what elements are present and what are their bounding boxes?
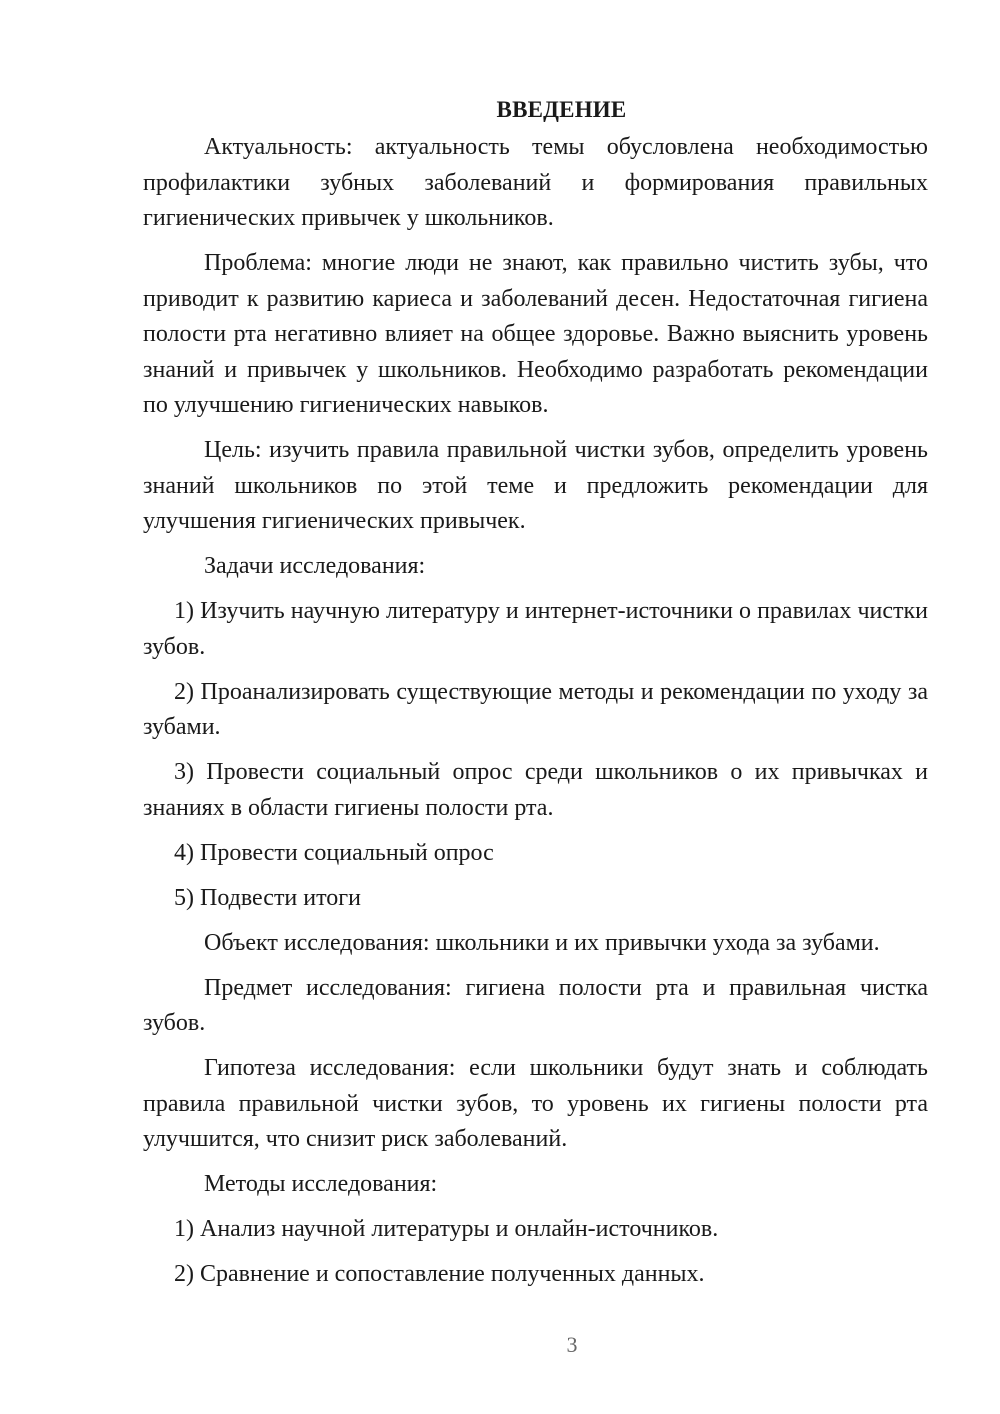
page-number: 3 [566, 1332, 578, 1357]
method-item: 2) Сравнение и сопоставление полученных данных. [174, 1261, 705, 1287]
section-title: ВВЕДЕНИЕ [496, 97, 627, 122]
task-item: 5) Подвести итоги [174, 884, 361, 911]
problem-paragraph: Проблема: многие люди не знают, как правильно чистить зубы, что приводит к развитию кариеса и заболеваний десен. Недостаточная гигиена полости рта негативно влияет на общее здоровье. Важно выяснить уровень знаний и привычек у школьников. Необходимо разработать рекомендации по улучшению гигиенических навыков. [143, 250, 928, 418]
task-item: 1) Изучить научную литературу и интернет-источники о правилах чистки зубов. [143, 598, 928, 660]
relevance-paragraph: Актуальность: актуальность темы обусловлена необходимостью профилактики зубных заболеваний и формирования правильных гигиенических привычек у школьников. [143, 134, 928, 231]
goal-paragraph: Цель: изучить правила правильной чистки зубов, определить уровень знаний школьников по этой теме и предложить рекомендации для улучшения гигиенических привычек. [143, 437, 928, 534]
task-item: 3) Провести социальный опрос среди школьников о их привычках и знаниях в области гигиены полости рта. [143, 759, 928, 821]
method-item: 1) Анализ научной литературы и онлайн-источников. [174, 1216, 719, 1242]
hypothesis-paragraph: Гипотеза исследования: если школьники будут знать и соблюдать правила правильной чистки зубов, то уровень их гигиены полости рта улучшится, что снизит риск заболеваний. [143, 1055, 928, 1152]
object-paragraph: Объект исследования: школьники и их привычки ухода за зубами. [204, 929, 880, 956]
subject-paragraph: Предмет исследования: гигиена полости рта и правильная чистка зубов. [143, 974, 928, 1036]
task-item: 2) Проанализировать существующие методы и рекомендации по уходу за зубами. [143, 678, 928, 740]
page-content [143, 92, 928, 1302]
task-item: 4) Провести социальный опрос [174, 839, 494, 866]
methods-heading: Методы исследования: [204, 1171, 438, 1197]
tasks-heading: Задачи исследования: [204, 553, 426, 579]
